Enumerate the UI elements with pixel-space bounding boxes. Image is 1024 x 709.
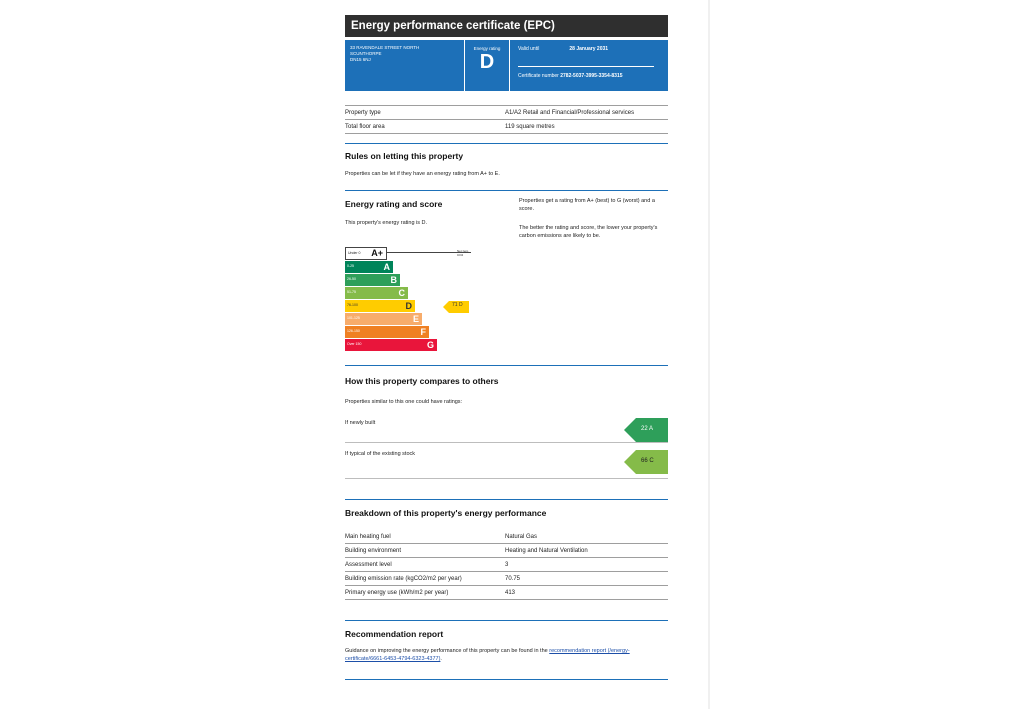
table-row — [345, 120, 668, 134]
band-e — [345, 313, 422, 325]
row-divider — [345, 442, 668, 443]
section-divider — [345, 679, 668, 680]
table-row — [345, 586, 668, 600]
energy-text: This property's energy rating is D. — [345, 220, 428, 226]
breakdown-value: 413 — [505, 586, 668, 600]
band-letter: E — [412, 314, 419, 324]
compare-section — [345, 366, 668, 478]
table-row — [345, 558, 668, 572]
breakdown-table — [345, 530, 668, 600]
recommendation-end: . — [440, 656, 442, 662]
band-f — [345, 326, 429, 338]
table-row — [345, 544, 668, 558]
breakdown-label: Building emission rate (kgCO2/m2 per year) — [345, 572, 505, 586]
breakdown-heading: Breakdown of this property's energy performance — [345, 508, 547, 518]
band-label: Over 150 — [347, 342, 362, 346]
typical-stock-tag-text: 66 C — [641, 458, 654, 464]
table-row — [345, 572, 668, 586]
band-letter: G — [426, 340, 434, 350]
table-row — [345, 106, 668, 120]
band-label: 51-75 — [347, 290, 356, 294]
band-label: 126-150 — [347, 329, 360, 333]
typical-stock-tag — [624, 450, 668, 474]
band-a-plus — [345, 247, 387, 260]
page-edge — [708, 0, 710, 709]
breakdown-value: 3 — [505, 558, 668, 572]
certificate-number-value: 2782-5037-3995-3354-8315 — [560, 73, 623, 79]
rules-text: Properties can be let if they have an energy rating from A+ to E. — [345, 171, 500, 177]
breakdown-label: Building environment — [345, 544, 505, 558]
property-details-table — [345, 105, 668, 134]
current-score-tag — [443, 300, 469, 312]
band-letter: D — [405, 301, 412, 311]
rating-box — [465, 40, 509, 91]
breakdown-label: Primary energy use (kWh/m2 per year) — [345, 586, 505, 600]
recommendation-body: Guidance on improving the energy performance of this property can be found in the — [345, 648, 548, 654]
score-tag-text: 71 D — [452, 302, 463, 308]
address — [345, 40, 464, 91]
band-c — [345, 287, 408, 299]
recommendation-text — [345, 647, 668, 663]
energy-section — [345, 191, 668, 365]
property-type-value: A1/A2 Retail and Financial/Professional services — [505, 106, 668, 120]
divider — [518, 66, 654, 67]
valid-until-value: 28 January 2031 — [569, 46, 609, 52]
breakdown-value: 70.75 — [505, 572, 668, 586]
recommendation-report-link[interactable]: recommendation report (/energy-certificate/6661-6453-4794-6323-4377) — [345, 648, 630, 662]
breakdown-label: Main heating fuel — [345, 530, 505, 544]
band-label: 0-25 — [347, 264, 355, 268]
recommendation-heading: Recommendation report — [345, 629, 444, 639]
rules-heading: Rules on letting this property — [345, 151, 464, 161]
band-label: 26-50 — [347, 277, 356, 281]
rating-label: Energy rating — [473, 46, 501, 51]
breakdown-value: Heating and Natural Ventilation — [505, 544, 668, 558]
address-line: 33 RAVENDALE STREET NORTH — [350, 45, 420, 50]
band-letter: A — [383, 262, 390, 272]
energy-side-text: Properties get a rating from A+ (best) to G (worst) and a score. — [519, 198, 655, 212]
validity-info — [510, 40, 668, 91]
band-d — [345, 300, 415, 312]
compare-text: Properties similar to this one could have ratings: — [345, 399, 463, 405]
band-label: 76-100 — [347, 303, 358, 307]
energy-side-text: The better the rating and score, the lower your property's carbon emissions are likely to be. — [519, 225, 658, 239]
newly-built-tag — [624, 418, 668, 442]
valid-until-label: Valid until — [518, 46, 540, 52]
band-label: 101-125 — [347, 316, 360, 320]
net-zero-label: Net zero CO2 — [457, 249, 469, 257]
energy-heading: Energy rating and score — [345, 199, 443, 209]
address-line: DN15 6NJ — [350, 57, 371, 62]
newly-built-label: If newly built — [345, 420, 376, 426]
table-row — [345, 530, 668, 544]
floor-area-label: Total floor area — [345, 120, 505, 134]
floor-area-value: 119 square metres — [505, 120, 668, 134]
epc-document — [345, 15, 668, 680]
rating-scale — [345, 247, 475, 352]
band-a — [345, 261, 393, 273]
compare-heading: How this property compares to others — [345, 376, 499, 386]
band-letter: F — [420, 327, 426, 337]
certificate-number-label: Certificate number — [518, 73, 559, 79]
band-g — [345, 339, 437, 351]
breakdown-label: Assessment level — [345, 558, 505, 572]
typical-stock-label: If typical of the existing stock — [345, 451, 416, 457]
address-line: SCUNTHORPE — [350, 51, 382, 56]
property-type-label: Property type — [345, 106, 505, 120]
rating-letter: D — [479, 51, 495, 73]
band-letter: A+ — [371, 248, 383, 258]
band-letter: B — [390, 275, 397, 285]
breakdown-value: Natural Gas — [505, 530, 668, 544]
summary-box — [345, 40, 668, 91]
band-letter: C — [398, 288, 405, 298]
newly-built-tag-text: 22 A — [641, 426, 654, 432]
certificate-title: Energy performance certificate (EPC) — [345, 15, 668, 37]
band-label: Under 0 — [348, 251, 361, 255]
band-b — [345, 274, 400, 286]
